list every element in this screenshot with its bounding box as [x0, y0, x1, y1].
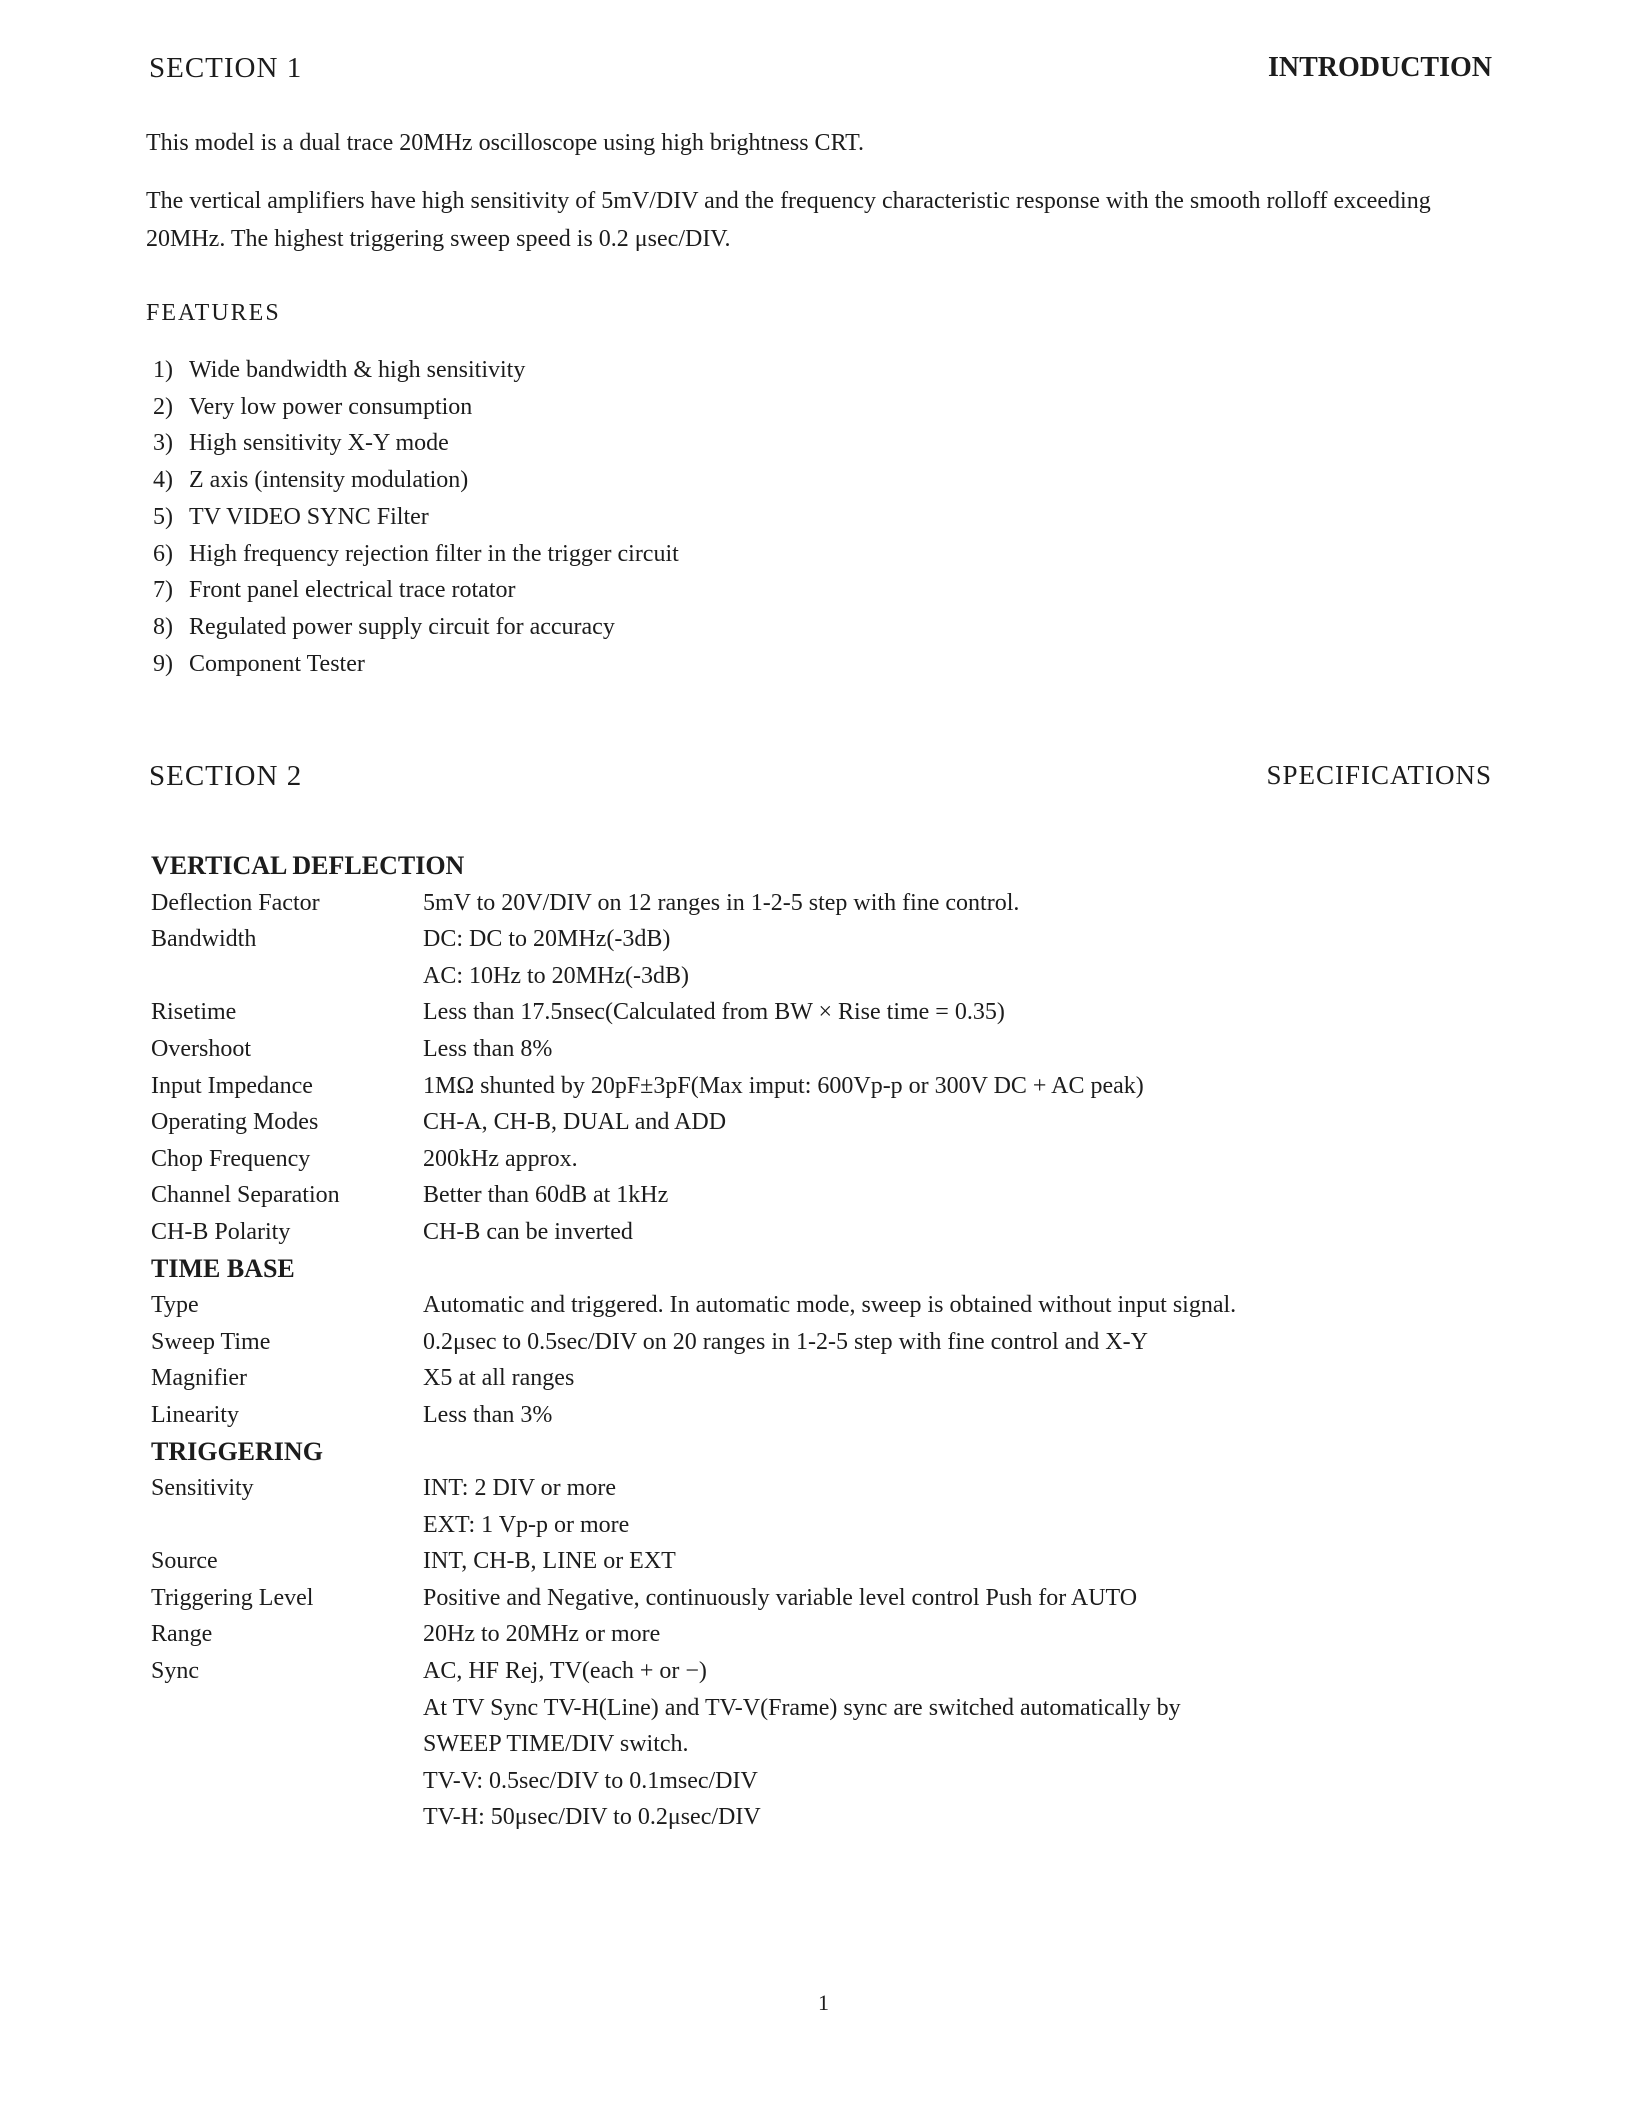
section2-title: SPECIFICATIONS	[1266, 760, 1492, 790]
feature-text: Regulated power supply circuit for accuracy	[189, 613, 615, 640]
spec-value: At TV Sync TV-H(Line) and TV-V(Frame) sync are switched automatically by	[423, 1694, 1181, 1721]
spec-row	[151, 921, 1531, 958]
spec-value: TV-H: 50μsec/DIV to 0.2μsec/DIV	[423, 1804, 761, 1831]
spec-row	[151, 1104, 1531, 1141]
spec-category-heading: TRIGGERING	[151, 1436, 323, 1466]
spec-value: CH-A, CH-B, DUAL and ADD	[423, 1109, 727, 1136]
spec-value: 200kHz approx.	[423, 1145, 578, 1172]
feature-item	[153, 499, 679, 536]
spec-label: Overshoot	[151, 1035, 251, 1062]
feature-text: High sensitivity X-Y mode	[189, 430, 449, 457]
feature-number: 2)	[153, 393, 173, 420]
spec-value: SWEEP TIME/DIV switch.	[423, 1731, 689, 1758]
spec-label: Deflection Factor	[151, 889, 320, 916]
feature-number: 4)	[153, 467, 173, 494]
feature-number: 3)	[153, 430, 173, 457]
spec-row	[151, 1690, 1531, 1727]
feature-item	[153, 352, 679, 389]
section2-header: SECTION 2	[149, 760, 303, 792]
spec-value: 20Hz to 20MHz or more	[423, 1621, 661, 1648]
feature-text: Z axis (intensity modulation)	[189, 467, 469, 494]
spec-value: AC: 10Hz to 20MHz(-3dB)	[423, 962, 689, 989]
spec-label: Input Impedance	[151, 1072, 313, 1099]
spec-label: Sensitivity	[151, 1475, 254, 1502]
spec-row	[151, 885, 1531, 922]
spec-value: DC: DC to 20MHz(-3dB)	[423, 926, 671, 953]
spec-value: Automatic and triggered. In automatic mode, sweep is obtained without input signal.	[423, 1292, 1237, 1319]
spec-value: 5mV to 20V/DIV on 12 ranges in 1-2-5 step with fine control.	[423, 889, 1020, 916]
spec-row	[151, 1799, 1531, 1836]
spec-label: Range	[151, 1621, 213, 1648]
spec-row	[151, 1397, 1531, 1434]
spec-value: INT, CH-B, LINE or EXT	[423, 1548, 676, 1575]
spec-row	[151, 1360, 1531, 1397]
spec-label: Bandwidth	[151, 926, 257, 953]
spec-value: CH-B can be inverted	[423, 1218, 633, 1245]
intro-paragraph-1: This model is a dual trace 20MHz oscilloscope using high brightness CRT.	[146, 130, 865, 156]
feature-item	[153, 389, 679, 426]
spec-label: Source	[151, 1548, 218, 1575]
feature-text: High frequency rejection filter in the trigger circuit	[189, 540, 679, 567]
feature-item	[153, 646, 679, 683]
feature-item	[153, 536, 679, 573]
spec-row	[151, 1031, 1531, 1068]
spec-row	[151, 1141, 1531, 1178]
feature-text: Wide bandwidth & high sensitivity	[189, 357, 526, 383]
spec-row	[151, 1763, 1531, 1800]
spec-row	[151, 1653, 1531, 1690]
spec-label: Type	[151, 1292, 199, 1319]
section1-title: INTRODUCTION	[1267, 52, 1492, 83]
spec-row	[151, 1726, 1531, 1763]
spec-row	[151, 1287, 1531, 1324]
features-title: FEATURES	[146, 300, 281, 326]
spec-value: X5 at all ranges	[423, 1365, 575, 1392]
feature-number: 9)	[153, 650, 173, 677]
spec-label: Linearity	[151, 1401, 239, 1428]
spec-value: 1MΩ shunted by 20pF±3pF(Max imput: 600Vp-p or 300V DC + AC peak)	[423, 1072, 1144, 1099]
spec-row	[151, 958, 1531, 995]
spec-value: Less than 17.5nsec(Calculated from BW × Rise time = 0.35)	[423, 999, 1005, 1026]
spec-row	[151, 1507, 1531, 1544]
spec-row	[151, 1580, 1531, 1617]
feature-item	[153, 572, 679, 609]
spec-label: Risetime	[151, 999, 237, 1026]
spec-row	[151, 1470, 1531, 1507]
feature-item	[153, 609, 679, 646]
intro-paragraph-2: The vertical amplifiers have high sensitivity of 5mV/DIV and the frequency characteristic response with the smooth rolloff exceeding 20MHz. The highest triggering sweep speed is 0.2 μsec/DIV.	[146, 188, 1431, 252]
spec-label: Sweep Time	[151, 1328, 271, 1355]
spec-row	[151, 1543, 1531, 1580]
feature-number: 8)	[153, 613, 173, 640]
feature-number: 1)	[153, 357, 173, 383]
spec-value: 0.2μsec to 0.5sec/DIV on 20 ranges in 1-2-5 step with fine control and X-Y	[423, 1328, 1148, 1355]
spec-row	[151, 994, 1531, 1031]
spec-value: AC, HF Rej, TV(each + or −)	[423, 1658, 707, 1685]
feature-number: 5)	[153, 503, 173, 530]
spec-label: Channel Separation	[151, 1182, 340, 1209]
spec-value: INT: 2 DIV or more	[423, 1475, 616, 1502]
spec-category-heading: TIME BASE	[151, 1253, 295, 1283]
spec-label: CH-B Polarity	[151, 1218, 291, 1245]
spec-row	[151, 1324, 1531, 1361]
spec-value: Positive and Negative, continuously variable level control Push for AUTO	[423, 1584, 1138, 1611]
spec-value: EXT: 1 Vp-p or more	[423, 1511, 630, 1538]
spec-value: Less than 8%	[423, 1035, 553, 1062]
page-number: 1	[818, 1990, 829, 2015]
spec-row	[151, 1616, 1531, 1653]
spec-label: Sync	[151, 1658, 199, 1685]
feature-text: Very low power consumption	[189, 393, 473, 420]
feature-text: Component Tester	[189, 650, 365, 677]
spec-value: Better than 60dB at 1kHz	[423, 1182, 669, 1209]
spec-row	[151, 1177, 1531, 1214]
spec-label: Triggering Level	[151, 1584, 314, 1611]
spec-row	[151, 1068, 1531, 1105]
feature-item	[153, 462, 679, 499]
feature-number: 7)	[153, 577, 173, 604]
feature-text: TV VIDEO SYNC Filter	[189, 503, 429, 530]
specifications-table	[151, 848, 1531, 1836]
spec-value: Less than 3%	[423, 1401, 553, 1428]
spec-row	[151, 1214, 1531, 1251]
spec-value: TV-V: 0.5sec/DIV to 0.1msec/DIV	[423, 1767, 758, 1794]
feature-number: 6)	[153, 540, 173, 567]
spec-label: Operating Modes	[151, 1109, 319, 1136]
spec-label: Chop Frequency	[151, 1145, 311, 1172]
spec-label: Magnifier	[151, 1365, 247, 1392]
features-list	[153, 352, 679, 682]
section1-header: SECTION 1	[149, 52, 303, 84]
feature-text: Front panel electrical trace rotator	[189, 577, 516, 604]
feature-item	[153, 425, 679, 462]
spec-category-heading: VERTICAL DEFLECTION	[151, 851, 465, 880]
